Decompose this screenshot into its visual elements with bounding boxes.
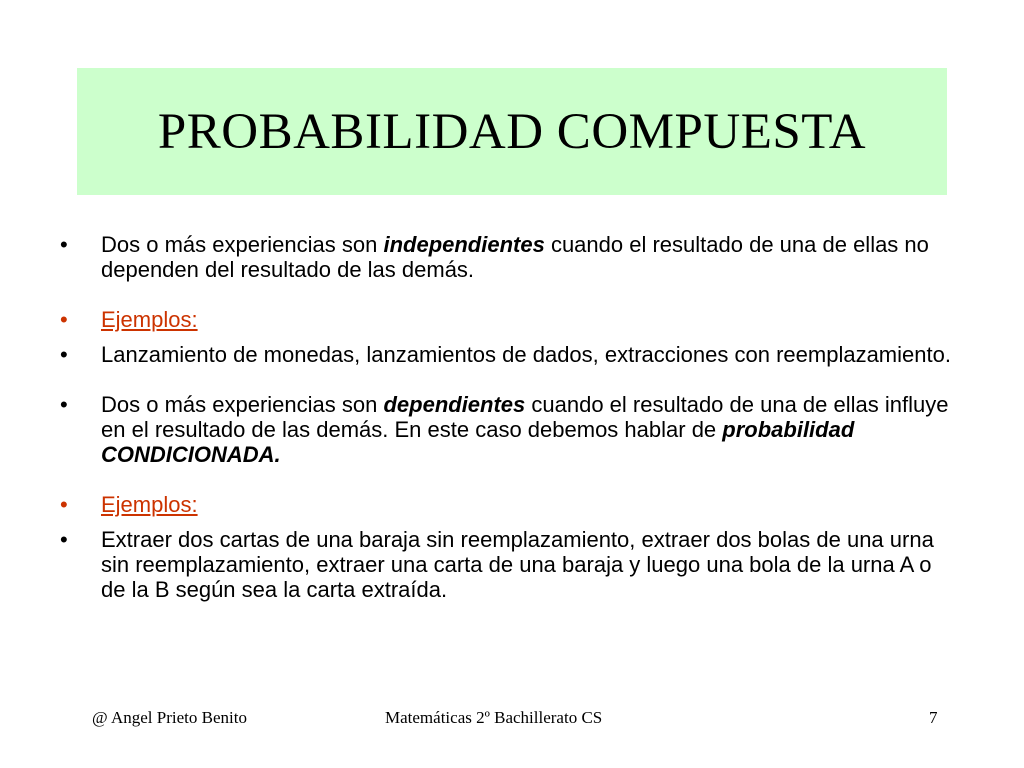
title-box [77, 68, 947, 195]
bullet-dot: • [60, 492, 68, 517]
bullet-text: Dos o más experiencias son [101, 392, 384, 417]
bullet-dot: • [60, 392, 68, 417]
bullet-ejemplos-2 [57, 492, 962, 517]
bullet-emphasis: probabilidad CONDICIONADA. [101, 417, 855, 467]
slide-title: PROBABILIDAD COMPUESTA [157, 103, 867, 160]
bullet-independientes [57, 232, 962, 282]
bullet-dependientes [57, 392, 962, 467]
bullet-ejemplos-1 [57, 307, 962, 332]
bullet-text: Dos o más experiencias son [101, 232, 384, 257]
bullet-text: cuando el resultado de una de ellas influye en el resultado de las demás. En este caso debemos hablar de [101, 392, 949, 442]
bullet-text: Extraer dos cartas de una baraja sin reemplazamiento, extraer dos bolas de una urna sin reemplazamiento, extraer una carta de una baraja y luego una bola de la urna A o de la B según sea la carta extraída. [101, 527, 934, 602]
bullet-example-dependientes [57, 527, 962, 602]
bullet-text: Lanzamiento de monedas, lanzamientos de dados, extracciones con reemplazamiento. [101, 342, 951, 367]
footer-course: Matemáticas 2º Bachillerato CS [385, 708, 603, 727]
bullet-example-independientes [57, 342, 962, 367]
page-number: 7 [929, 708, 938, 727]
bullet-list [57, 232, 962, 602]
bullet-dot: • [60, 527, 68, 552]
bullet-emphasis: dependientes [383, 392, 526, 417]
footer-author: @ Angel Prieto Benito [92, 708, 247, 727]
bullet-dot: • [60, 307, 68, 332]
bullet-dot: • [60, 342, 68, 367]
bullet-emphasis: independientes [383, 232, 545, 257]
ejemplos-label: Ejemplos: [101, 492, 198, 517]
bullet-text: cuando el resultado de una de ellas no dependen del resultado de las demás. [101, 232, 929, 282]
bullet-dot: • [60, 232, 68, 257]
ejemplos-label: Ejemplos: [101, 307, 198, 332]
